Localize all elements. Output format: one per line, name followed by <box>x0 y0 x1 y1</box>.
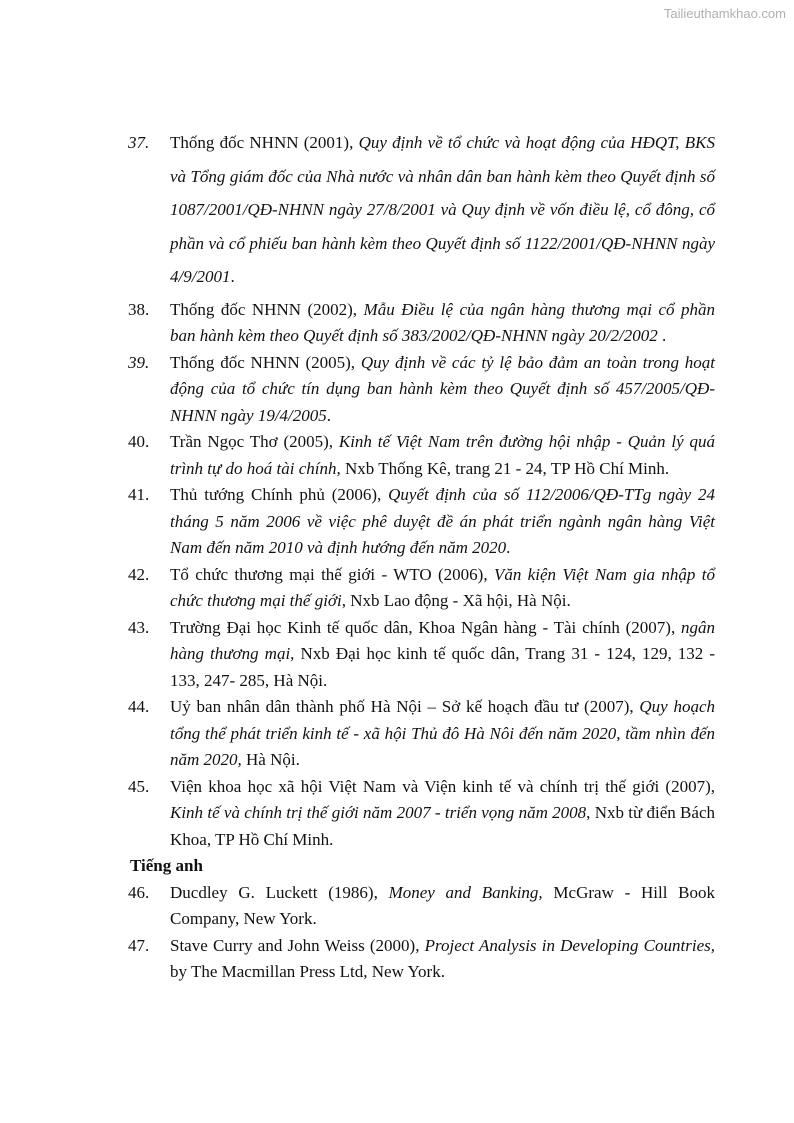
reference-list <box>128 126 715 986</box>
reference-number: 45. <box>128 776 150 796</box>
reference-authors: Tổ chức thương mại thế giới - WTO (2006), <box>170 564 494 584</box>
reference-authors: Trần Ngọc Thơ (2005), <box>170 432 339 451</box>
reference-number: 38. <box>128 299 150 319</box>
reference-number: 44. <box>128 697 150 716</box>
reference-title: Quy định về các tỷ lệ bảo đảm an toàn trong hoạt động của tổ chức tín dụng ban hành kèm theo Quyết định số 457/2005/QĐ-NHNN ngày 19/4/2005 <box>170 352 715 425</box>
reference-47 <box>128 933 715 986</box>
reference-details: Nxb Thống Kê, trang 21 - 24, TP Hồ Chí Minh. <box>340 458 670 478</box>
reference-number: 37. <box>128 133 150 152</box>
reference-details: , Nxb từ điển Bách Khoa, TP Hồ Chí Minh. <box>170 803 715 849</box>
reference-title: Quy hoạch tổng thể phát triển kinh tế - xã hội Thủ đô Hà Nôi đến năm 2020, tầm nhìn đến năm 2020, <box>170 697 715 769</box>
section-title: Tiếng anh <box>130 856 203 875</box>
watermark: Tailieuthamkhao.com <box>663 6 786 21</box>
reference-authors: Thủ tướng Chính phủ (2006), <box>170 485 389 504</box>
reference-37 <box>128 126 715 294</box>
reference-details: . <box>326 405 332 425</box>
reference-number: 42. <box>128 564 150 584</box>
reference-details: Nxb Đại học kinh tế quốc dân, Trang 31 - 124, 129, 132 - 133, 247- 285, Hà Nội. <box>170 644 715 690</box>
reference-number: 39. <box>128 352 150 372</box>
reference-details: . <box>657 326 667 345</box>
reference-authors: Uỷ ban nhân dân thành phố Hà Nội – Sở kế hoạch đầu tư (2007), <box>170 697 640 716</box>
reference-authors: Trường Đại học Kinh tế quốc dân, Khoa Ngân hàng - Tài chính (2007), <box>170 617 681 637</box>
reference-42 <box>128 562 715 615</box>
reference-title: Money and Banking, <box>388 882 543 902</box>
reference-number: 47. <box>128 935 150 955</box>
reference-41 <box>128 482 715 562</box>
reference-40 <box>128 429 715 482</box>
reference-43 <box>128 615 715 695</box>
reference-title: Quyết định của số 112/2006/QĐ-TTg ngày 24 tháng 5 năm 2006 về việc phê duyệt đề án phát triển ngành ngân hàng Việt Nam đến năm 2010 và định hướng đến năm 2020 <box>170 485 715 557</box>
reference-authors: Viện khoa học xã hội Việt Nam và Viện kinh tế và chính trị thế giới (2007), <box>170 776 715 796</box>
reference-authors: Stave Curry and John Weiss (2000), <box>170 935 425 955</box>
reference-details: by The Macmillan Press Ltd, New York. <box>170 962 445 981</box>
reference-details: . <box>230 267 235 286</box>
reference-title: Kinh tế Việt Nam trên đường hội nhập - Quản lý quá trình tự do hoá tài chính, <box>170 432 715 478</box>
reference-authors: Thống đốc NHNN (2001), <box>170 133 359 152</box>
reference-44 <box>128 694 715 774</box>
reference-details: Hà Nội. <box>241 750 300 769</box>
reference-authors: Thống đốc NHNN (2005), <box>170 352 361 372</box>
reference-authors: Ducdley G. Luckett (1986), <box>170 882 389 902</box>
reference-title: ngân hàng thương mại, <box>170 617 715 663</box>
reference-title: Kinh tế và chính trị thế giới năm 2007 - triển vọng năm 2008 <box>170 803 587 822</box>
reference-38 <box>128 297 715 350</box>
reference-number: 41. <box>128 485 150 504</box>
reference-title: Quy định về tổ chức và hoạt động của HĐQT, BKS và Tổng giám đốc của Nhà nước và nhân dân ban hành kèm theo Quyết định số 1087/2001/QĐ-NHNN ngày 27/8/2001 và Quy định về vốn điều lệ, cổ đông, cổ phần và cổ phiếu ban hành kèm theo Quyết định số 1122/2001/QĐ-NHNN ngày 4/9/2001 <box>170 133 715 286</box>
reference-number: 46. <box>128 882 150 902</box>
reference-number: 40. <box>128 432 150 451</box>
reference-details: . <box>506 538 511 557</box>
reference-39 <box>128 350 715 430</box>
reference-title: Văn kiện Việt Nam gia nhập tổ chức thương mại thế giới <box>170 564 716 610</box>
reference-45 <box>128 774 715 854</box>
reference-title: Project Analysis in Developing Countries, <box>424 935 715 955</box>
reference-number: 43. <box>128 617 150 637</box>
reference-title: Mẫu Điều lệ của ngân hàng thương mại cổ phần ban hành kèm theo Quyết định số 383/2002/QĐ-NHNN ngày 20/2/2002 <box>170 299 716 345</box>
reference-authors: Thống đốc NHNN (2002), <box>170 299 364 319</box>
reference-details: McGraw - Hill Book Company, New York. <box>170 882 715 928</box>
reference-46 <box>128 880 715 933</box>
reference-details: , Nxb Lao động - Xã hội, Hà Nội. <box>341 591 571 610</box>
